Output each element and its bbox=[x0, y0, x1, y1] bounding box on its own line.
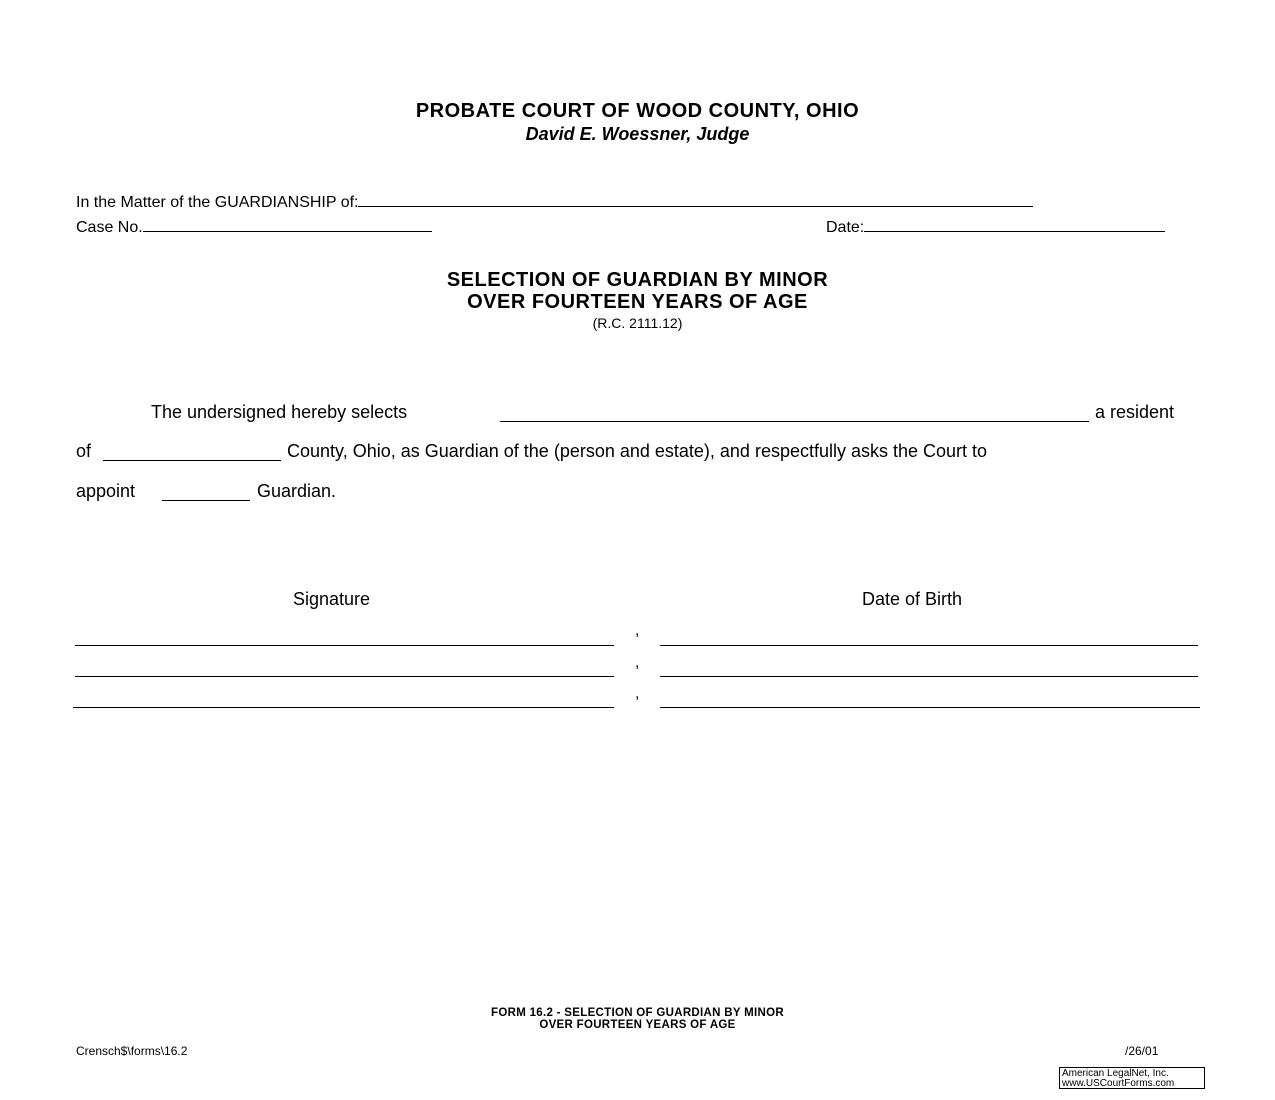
revision-date: /26/01 bbox=[1125, 1044, 1159, 1058]
publisher-stamp bbox=[1059, 1067, 1205, 1089]
body-text-county: County, Ohio, as Guardian of the (person and estate), and respectfully asks the Court to bbox=[287, 441, 988, 461]
form-title-line1: SELECTION OF GUARDIAN BY MINOR bbox=[446, 269, 829, 291]
body-text-resident: a resident bbox=[1095, 402, 1175, 422]
body-text-guardian: Guardian. bbox=[257, 481, 337, 501]
case-number-row bbox=[76, 217, 432, 237]
body-line-3-start bbox=[76, 481, 135, 502]
guardian-name-field[interactable] bbox=[500, 421, 1089, 422]
body-line-1-start bbox=[151, 402, 407, 423]
ward-name-field[interactable] bbox=[358, 192, 1033, 207]
form-file-path: Crensch$\forms\16.2 bbox=[76, 1044, 188, 1058]
publisher-name: American LegalNet, Inc. bbox=[1062, 1068, 1169, 1079]
case-number-label: Case No. bbox=[76, 219, 143, 236]
separator-2: , bbox=[635, 654, 640, 671]
signature-line-3[interactable] bbox=[73, 707, 614, 708]
court-name: PROBATE COURT OF WOOD COUNTY, OHIO bbox=[415, 100, 860, 122]
separator-3: , bbox=[635, 685, 640, 702]
statute-reference: (R.C. 2111.12) bbox=[592, 315, 683, 331]
form-footer-line2: OVER FOURTEEN YEARS OF AGE bbox=[539, 1019, 736, 1031]
date-of-birth-header: Date of Birth bbox=[862, 589, 963, 609]
body-text-selects: The undersigned hereby selects bbox=[151, 402, 408, 422]
date-row bbox=[826, 217, 1165, 237]
form-title-line2: OVER FOURTEEN YEARS OF AGE bbox=[467, 291, 808, 313]
body-text-appoint: appoint bbox=[76, 481, 136, 501]
body-text-of: of bbox=[76, 441, 92, 461]
date-label: Date: bbox=[826, 219, 865, 236]
body-line-2-start bbox=[76, 441, 91, 462]
form-footer-line1: FORM 16.2 - SELECTION OF GUARDIAN BY MINOR bbox=[491, 1007, 784, 1019]
dob-line-1[interactable] bbox=[660, 645, 1198, 646]
case-number-field[interactable] bbox=[143, 217, 432, 232]
body-line-1-end bbox=[1095, 402, 1174, 423]
signature-line-1[interactable] bbox=[75, 645, 614, 646]
date-field[interactable] bbox=[864, 217, 1165, 232]
publisher-url: www.USCourtForms.com bbox=[1062, 1078, 1175, 1089]
signature-line-2[interactable] bbox=[75, 676, 614, 677]
guardianship-matter-row bbox=[76, 192, 1033, 212]
judge-name: David E. Woessner, Judge bbox=[525, 124, 750, 144]
county-field[interactable] bbox=[103, 460, 281, 461]
separator-1: , bbox=[635, 622, 640, 639]
signature-header: Signature bbox=[293, 589, 371, 609]
matter-label: In the Matter of the GUARDIANSHIP of: bbox=[76, 194, 359, 211]
pronoun-field[interactable] bbox=[162, 500, 250, 501]
body-line-2-end bbox=[287, 441, 987, 462]
dob-line-2[interactable] bbox=[660, 676, 1198, 677]
dob-line-3[interactable] bbox=[660, 707, 1200, 708]
body-line-3-end bbox=[257, 481, 336, 502]
